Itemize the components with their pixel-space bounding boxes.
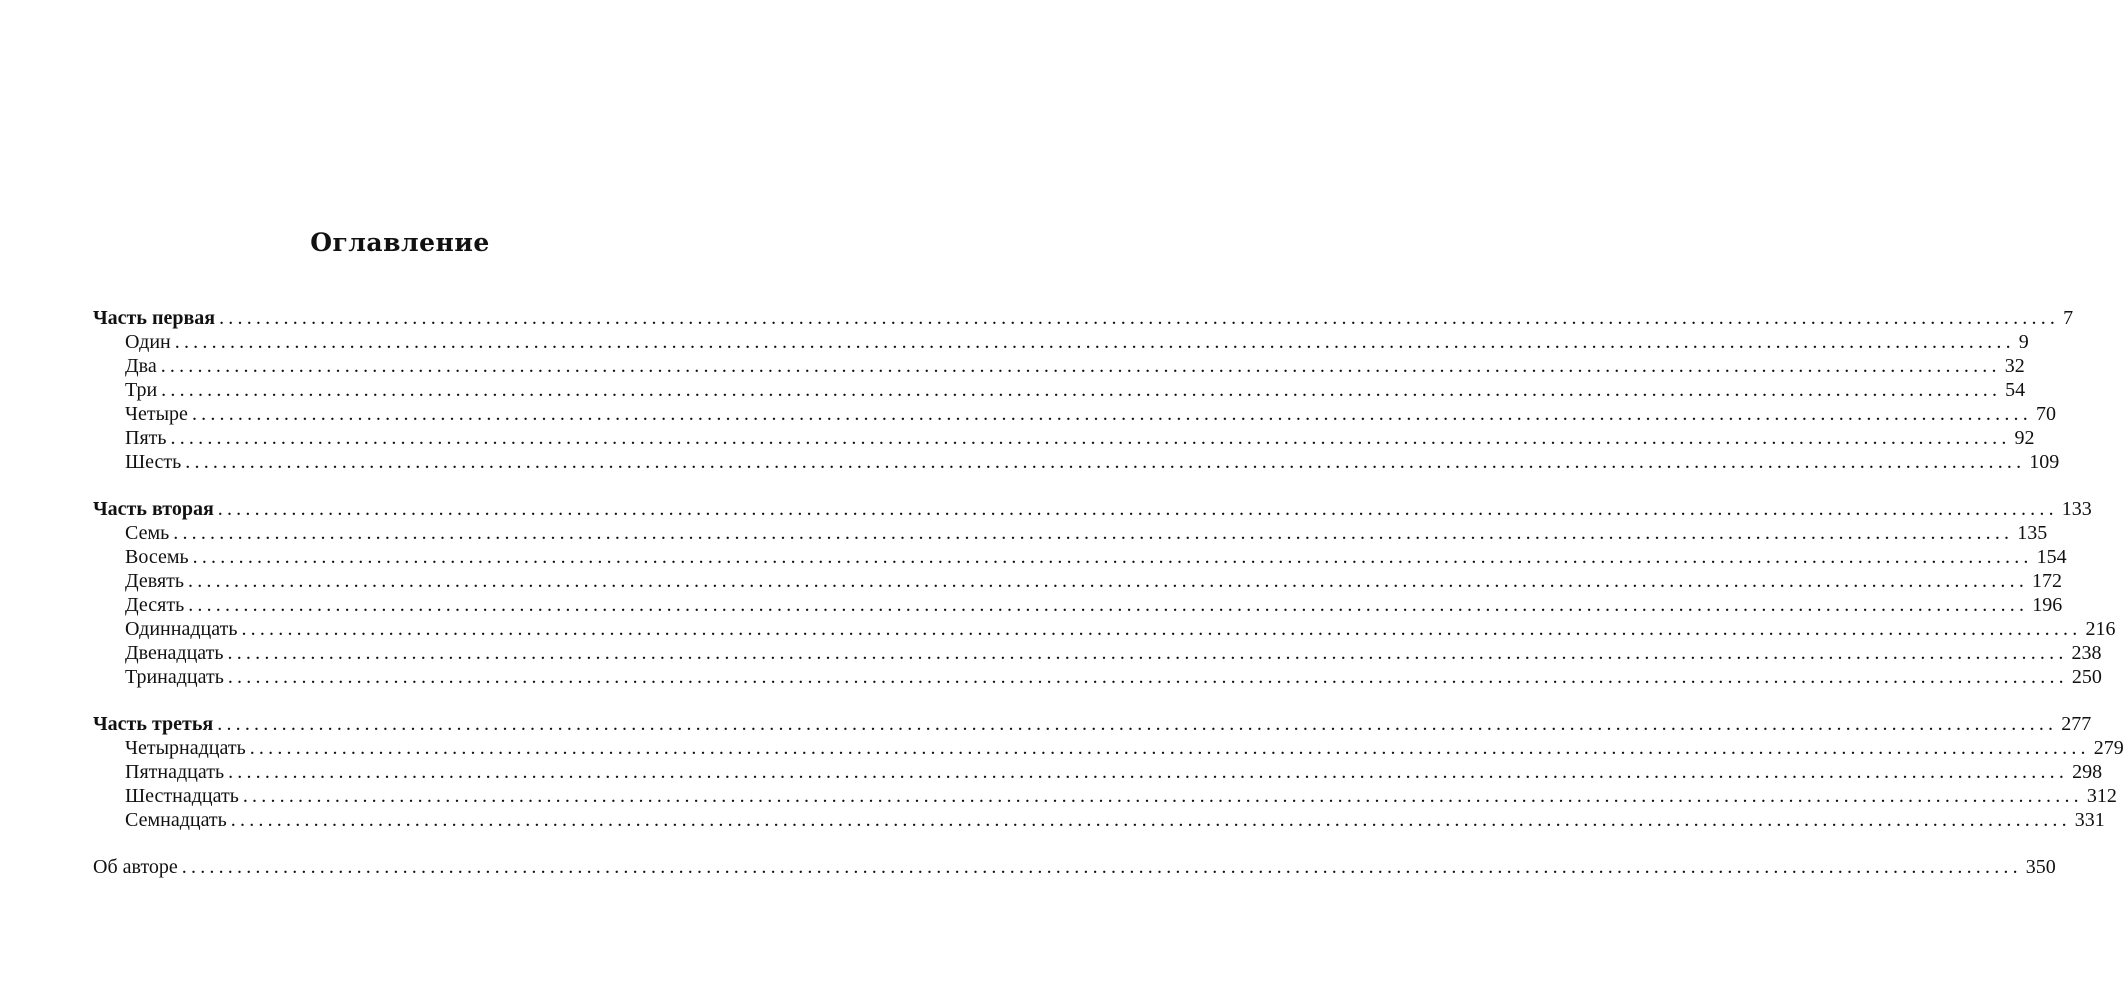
toc-part-entry-page-number: 7 <box>2063 307 2074 329</box>
dot-leader: ........................................................................................................................................................................................................ <box>227 642 2068 664</box>
dot-leader: ........................................................................................................................................................................................................ <box>249 737 2090 759</box>
dot-leader: ........................................................................................................................................................................................................ <box>188 594 2029 616</box>
toc-part-entry <box>93 497 2092 521</box>
dot-leader: ........................................................................................................................................................................................................ <box>230 809 2071 831</box>
toc-chapter-entry <box>93 593 2063 617</box>
dot-leader: ........................................................................................................................................................................................................ <box>185 451 2026 473</box>
toc-chapter-entry <box>93 665 2102 689</box>
toc-chapter-entry-page-number: 312 <box>2086 785 2117 807</box>
toc-chapter-entry-page-number: 135 <box>2017 522 2048 544</box>
toc-part-entry-page-number: 277 <box>2061 713 2092 735</box>
toc-part-entry-label: Часть вторая <box>93 498 214 520</box>
toc-chapter-entry-page-number: 154 <box>2036 546 2067 568</box>
toc-chapter-entry <box>93 354 2025 378</box>
table-of-contents <box>93 306 2124 879</box>
toc-part-entry-label: Часть третья <box>93 713 214 735</box>
toc-chapter-entry <box>93 545 2067 569</box>
toc-chapter-entry-label: Четыре <box>125 403 188 425</box>
toc-chapter-entry-label: Семь <box>125 522 170 544</box>
toc-about-entry-label: Об авторе <box>93 856 178 878</box>
toc-chapter-entry-page-number: 32 <box>2004 355 2025 377</box>
dot-leader: ........................................................................................................................................................................................................ <box>219 307 2060 329</box>
toc-chapter-entry-page-number: 92 <box>2014 427 2035 449</box>
toc-chapter-entry <box>93 736 2124 760</box>
dot-leader: ........................................................................................................................................................................................................ <box>217 498 2058 520</box>
toc-chapter-entry <box>93 426 2035 450</box>
dot-leader: ........................................................................................................................................................................................................ <box>161 379 2002 401</box>
section-spacer <box>93 474 673 497</box>
toc-chapter-entry-label: Десять <box>125 594 185 616</box>
toc-chapter-entry <box>93 617 2116 641</box>
toc-chapter-entry-label: Два <box>125 355 157 377</box>
toc-chapter-entry-label: Один <box>125 331 171 353</box>
toc-chapter-entry <box>93 450 2060 474</box>
toc-chapter-entry-label: Шесть <box>125 451 182 473</box>
toc-chapter-entry <box>93 784 2117 808</box>
toc-chapter-entry <box>93 330 2029 354</box>
toc-about-entry-page-number: 350 <box>2025 856 2056 878</box>
toc-chapter-entry-page-number: 109 <box>2029 451 2060 473</box>
toc-chapter-entry-page-number: 216 <box>2085 618 2116 640</box>
dot-leader: ........................................................................................................................................................................................................ <box>241 618 2082 640</box>
toc-chapter-entry-label: Четырнадцать <box>125 737 246 759</box>
toc-chapter-entry-label: Одиннадцать <box>125 618 238 640</box>
dot-leader: ........................................................................................................................................................................................................ <box>191 403 2032 425</box>
toc-chapter-entry <box>93 521 2048 545</box>
toc-chapter-entry-label: Восемь <box>125 546 189 568</box>
section-spacer <box>93 689 673 712</box>
toc-chapter-entry-label: Девять <box>125 570 185 592</box>
toc-chapter-entry-label: Три <box>125 379 158 401</box>
toc-chapter-entry-page-number: 196 <box>2032 594 2063 616</box>
toc-chapter-entry-label: Семнадцать <box>125 809 227 831</box>
toc-chapter-entry-page-number: 9 <box>2018 331 2029 353</box>
toc-chapter-entry <box>93 378 2026 402</box>
section-spacer <box>93 832 673 855</box>
toc-part-entry-page-number: 133 <box>2061 498 2092 520</box>
toc-part-entry <box>93 712 2092 736</box>
toc-chapter-entry <box>93 760 2103 784</box>
dot-leader: ........................................................................................................................................................................................................ <box>192 546 2033 568</box>
dot-leader: ........................................................................................................................................................................................................ <box>181 856 2022 878</box>
toc-chapter-entry <box>93 569 2063 593</box>
toc-chapter-entry <box>93 808 2105 832</box>
toc-chapter-entry-page-number: 172 <box>2032 570 2063 592</box>
toc-chapter-entry-page-number: 54 <box>2005 379 2026 401</box>
page-title: Оглавление <box>310 228 490 257</box>
toc-chapter-entry-label: Пять <box>125 427 167 449</box>
toc-chapter-entry-page-number: 298 <box>2072 761 2103 783</box>
dot-leader: ........................................................................................................................................................................................................ <box>228 761 2069 783</box>
toc-chapter-entry-label: Двенадцать <box>125 642 224 664</box>
toc-chapter-entry <box>93 641 2102 665</box>
dot-leader: ........................................................................................................................................................................................................ <box>173 522 2014 544</box>
toc-part-entry-label: Часть первая <box>93 307 216 329</box>
dot-leader: ........................................................................................................................................................................................................ <box>160 355 2001 377</box>
dot-leader: ........................................................................................................................................................................................................ <box>174 331 2015 353</box>
toc-chapter-entry-page-number: 238 <box>2071 642 2102 664</box>
toc-part-entry <box>93 306 2074 330</box>
dot-leader: ........................................................................................................................................................................................................ <box>188 570 2029 592</box>
toc-chapter-entry-page-number: 250 <box>2071 666 2102 688</box>
toc-chapter-entry-label: Пятнадцать <box>125 761 225 783</box>
toc-chapter-entry-page-number: 279 <box>2093 737 2124 759</box>
toc-about-entry <box>93 855 2056 879</box>
toc-chapter-entry-page-number: 331 <box>2074 809 2105 831</box>
dot-leader: ........................................................................................................................................................................................................ <box>242 785 2083 807</box>
dot-leader: ........................................................................................................................................................................................................ <box>217 713 2058 735</box>
dot-leader: ........................................................................................................................................................................................................ <box>170 427 2011 449</box>
toc-chapter-entry-label: Шестнадцать <box>125 785 239 807</box>
toc-chapter-entry-label: Тринадцать <box>125 666 224 688</box>
dot-leader: ........................................................................................................................................................................................................ <box>227 666 2068 688</box>
toc-chapter-entry <box>93 402 2056 426</box>
toc-chapter-entry-page-number: 70 <box>2035 403 2056 425</box>
